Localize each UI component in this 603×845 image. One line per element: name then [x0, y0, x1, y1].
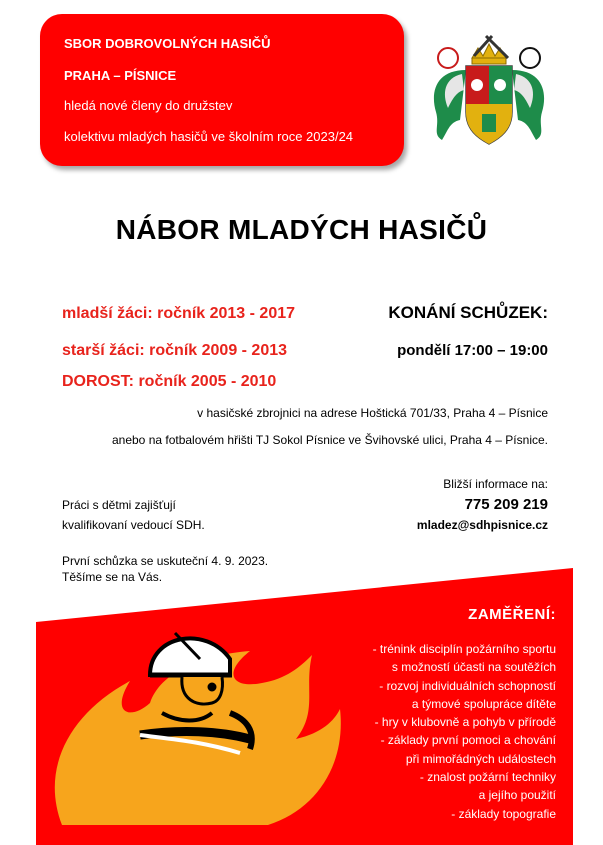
list-item: s možností účasti na soutěžích [391, 660, 556, 675]
location-firestation: v hasičské zbrojnici na adrese Hoštická 701/33, Praha 4 – Písnice [197, 406, 548, 420]
list-item: - základy topografie [451, 806, 556, 821]
contact-email: mladez@sdhpisnice.cz [416, 518, 548, 532]
coat-of-arms-icon [426, 30, 552, 148]
leaders-line1: Práci s dětmi zajišťují [62, 498, 176, 512]
group-older: starší žáci: ročník 2009 - 2013 [62, 342, 288, 359]
first-meeting-date: První schůzka se uskuteční 4. 9. 2023. [62, 554, 269, 568]
group-younger: mladší žáci: ročník 2013 - 2017 [62, 305, 296, 322]
leaders-line2: kvalifikovaní vedoucí SDH. [62, 518, 205, 532]
list-item: při mimořádných událostech [405, 751, 556, 766]
header-line-year: kolektivu mladých hasičů ve školním roce 2023/24 [64, 129, 354, 144]
first-meeting-greeting: Těšíme se na Vás. [62, 570, 163, 584]
list-item: - trénink disciplín požárního sportu [372, 642, 556, 656]
focus-heading: ZAMĚŘENÍ: [468, 606, 556, 623]
meetings-time: pondělí 17:00 – 19:00 [397, 342, 548, 359]
focus-list [373, 640, 556, 823]
page-title: NÁBOR MLADÝCH HASIČŮ [115, 214, 488, 245]
header-box [40, 14, 404, 166]
list-item: - hry v klubovně a pohyb v přírodě [374, 715, 556, 730]
meetings-heading: KONÁNÍ SCHŮZEK: [388, 303, 548, 322]
header-line-org: SBOR DOBROVOLNÝCH HASIČŮ [64, 36, 271, 51]
list-item: a týmové spolupráce dítěte [411, 696, 556, 711]
list-item: a jejího použití [478, 788, 556, 803]
list-item: - znalost požární techniky [419, 770, 556, 785]
list-item: - rozvoj individuálních schopností [379, 678, 556, 693]
location-field: anebo na fotbalovém hřišti TJ Sokol Písnice ve Švihovské ulici, Praha 4 – Písnice. [111, 433, 548, 447]
header-line-city: PRAHA – PÍSNICE [64, 68, 177, 83]
contact-phone: 775 209 219 [464, 496, 548, 513]
header-line-recruit: hledá nové členy do družstev [64, 98, 233, 113]
group-junior: DOROST: ročník 2005 - 2010 [62, 373, 277, 390]
contact-label: Bližší informace na: [443, 477, 548, 491]
list-item: - základy první pomoci a chování [380, 733, 556, 748]
